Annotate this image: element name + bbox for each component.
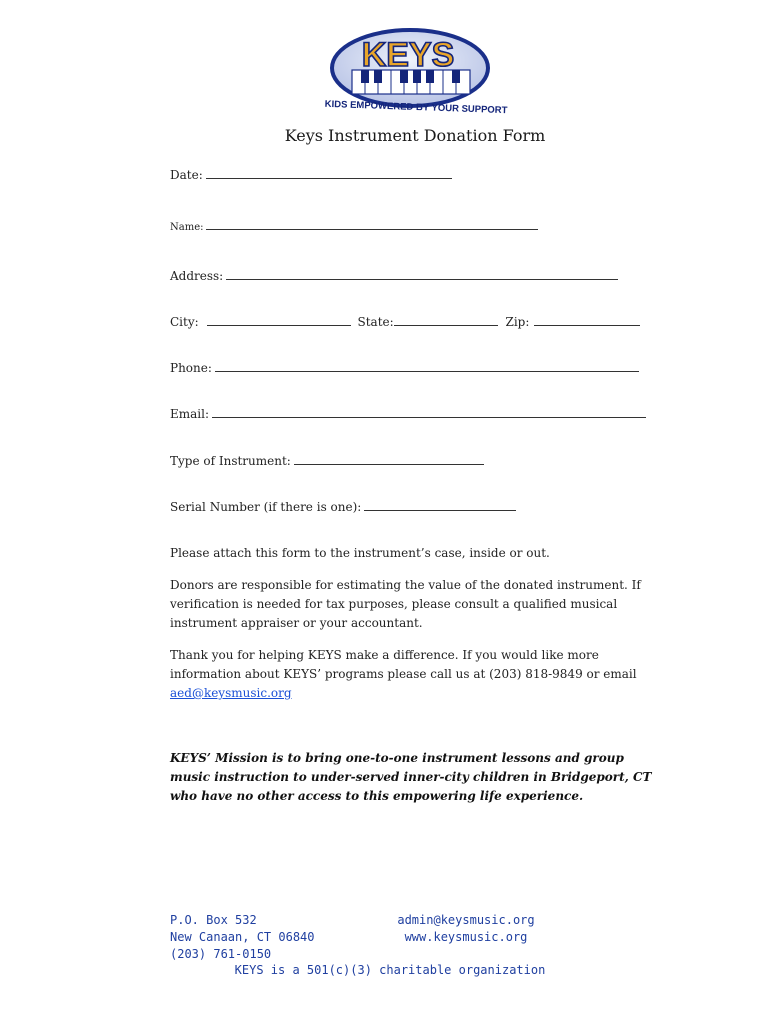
state-input-line[interactable]: [394, 313, 498, 326]
instrument-label: Type of Instrument:: [170, 454, 291, 468]
logo-tagline: KIDS EMPOWERED BY YOUR SUPPORT: [324, 98, 508, 117]
footer-website[interactable]: www.keysmusic.org: [404, 930, 528, 944]
city-state-zip-row: [170, 313, 640, 329]
name-label: Name:: [170, 222, 204, 233]
email-link[interactable]: aed@keysmusic.org: [170, 686, 292, 700]
thanks-paragraph: [170, 646, 662, 703]
instrument-field[interactable]: [170, 452, 484, 468]
serial-field[interactable]: [170, 498, 516, 514]
address-field[interactable]: [170, 267, 618, 283]
logo-wordmark: KEYS: [361, 36, 455, 74]
email-input-line[interactable]: [212, 405, 646, 418]
thanks-text: Thank you for helping KEYS make a difference. If you would like more information about KEYS’ programs please call us at (203) 818-9849 or email: [170, 648, 637, 681]
instrument-input-line[interactable]: [294, 452, 484, 465]
donor-note: Donors are responsible for estimating the value of the donated instrument. If verification is needed for tax purposes, please consult a qualified musical instrument appraiser or your accountant.: [170, 578, 641, 630]
zip-label: Zip:: [505, 315, 530, 329]
page-title: Keys Instrument Donation Form: [284, 126, 546, 145]
footer-contact: [396, 912, 536, 946]
name-input-line[interactable]: [206, 219, 538, 230]
date-label: Date:: [170, 168, 203, 182]
footer-address: [170, 912, 315, 963]
mission-statement: KEYS’ Mission is to bring one-to-one instrument lessons and group music instruction to under-served inner-city children in Bridgeport, CT who have no other access to this empowering life experience.: [170, 751, 652, 803]
footer-po-box: P.O. Box 532: [170, 913, 257, 927]
city-label: City:: [170, 315, 199, 329]
footer-admin-email[interactable]: admin@keysmusic.org: [397, 913, 535, 927]
address-input-line[interactable]: [226, 267, 618, 280]
phone-label: Phone:: [170, 361, 212, 375]
footer-phone: (203) 761-0150: [170, 947, 272, 961]
attach-note: Please attach this form to the instrument’s case, inside or out.: [170, 546, 550, 560]
serial-input-line[interactable]: [364, 498, 516, 511]
city-input-line[interactable]: [207, 313, 351, 326]
state-label: State:: [357, 315, 394, 329]
email-label: Email:: [170, 407, 210, 421]
name-field[interactable]: [170, 219, 538, 233]
phone-field[interactable]: [170, 359, 639, 375]
footer-city: New Canaan, CT 06840: [170, 930, 315, 944]
phone-input-line[interactable]: [215, 359, 639, 372]
footer-charity-note: KEYS is a 501(c)(3) charitable organization: [234, 963, 546, 977]
email-field[interactable]: [170, 405, 646, 421]
date-input-line[interactable]: [206, 166, 452, 179]
keys-logo: [300, 26, 528, 118]
date-field[interactable]: [170, 166, 452, 182]
address-label: Address:: [170, 269, 224, 283]
serial-label: Serial Number (if there is one):: [170, 500, 362, 514]
zip-input-line[interactable]: [534, 313, 640, 326]
